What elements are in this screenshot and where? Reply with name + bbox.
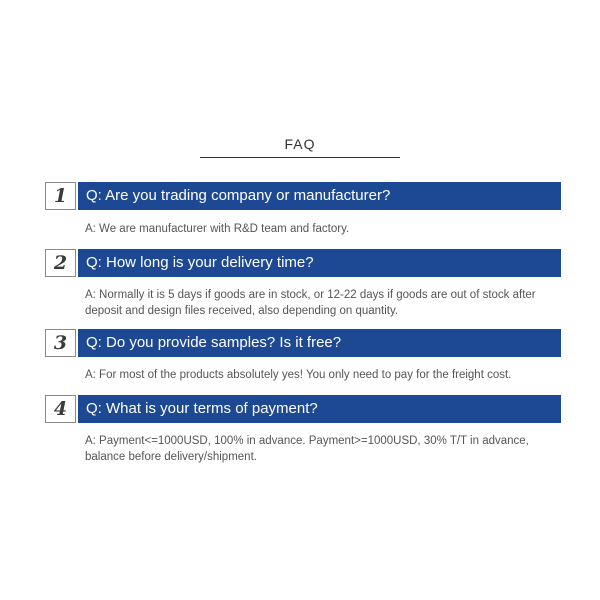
question-text: Q: Are you trading company or manufacturer? bbox=[78, 182, 561, 210]
question-number: 2 bbox=[45, 249, 76, 277]
faq-item-2 bbox=[45, 249, 561, 317]
faq-divider-right bbox=[316, 157, 400, 158]
page-title: FAQ bbox=[284, 136, 316, 152]
question-number: 4 bbox=[45, 395, 76, 423]
question-text: Q: What is your terms of payment? bbox=[78, 395, 561, 423]
answer-text: A: Payment<=1000USD, 100% in advance. Payment>=1000USD, 30% T/T in advance, balance before delivery/shipment. bbox=[85, 435, 529, 463]
faq-header bbox=[200, 136, 400, 160]
answer-text: A: Normally it is 5 days if goods are in stock, or 12-22 days if goods are out of stock after deposit and design files received, also depending on quantity. bbox=[85, 289, 536, 317]
faq-divider-left bbox=[200, 157, 284, 158]
question-text: Q: How long is your delivery time? bbox=[78, 249, 561, 277]
answer-text: A: We are manufacturer with R&D team and factory. bbox=[85, 223, 350, 235]
faq-divider-under bbox=[284, 157, 316, 158]
faq-item-4 bbox=[45, 395, 561, 463]
question-number: 3 bbox=[45, 329, 76, 357]
answer-text: A: For most of the products absolutely yes! You only need to pay for the freight cost. bbox=[85, 369, 512, 381]
question-row bbox=[45, 395, 561, 423]
question-row bbox=[45, 329, 561, 357]
question-number: 1 bbox=[45, 182, 76, 210]
question-row bbox=[45, 182, 561, 210]
faq-item-1 bbox=[45, 182, 561, 235]
question-row bbox=[45, 249, 561, 277]
question-text: Q: Do you provide samples? Is it free? bbox=[78, 329, 561, 357]
faq-item-3 bbox=[45, 329, 561, 381]
